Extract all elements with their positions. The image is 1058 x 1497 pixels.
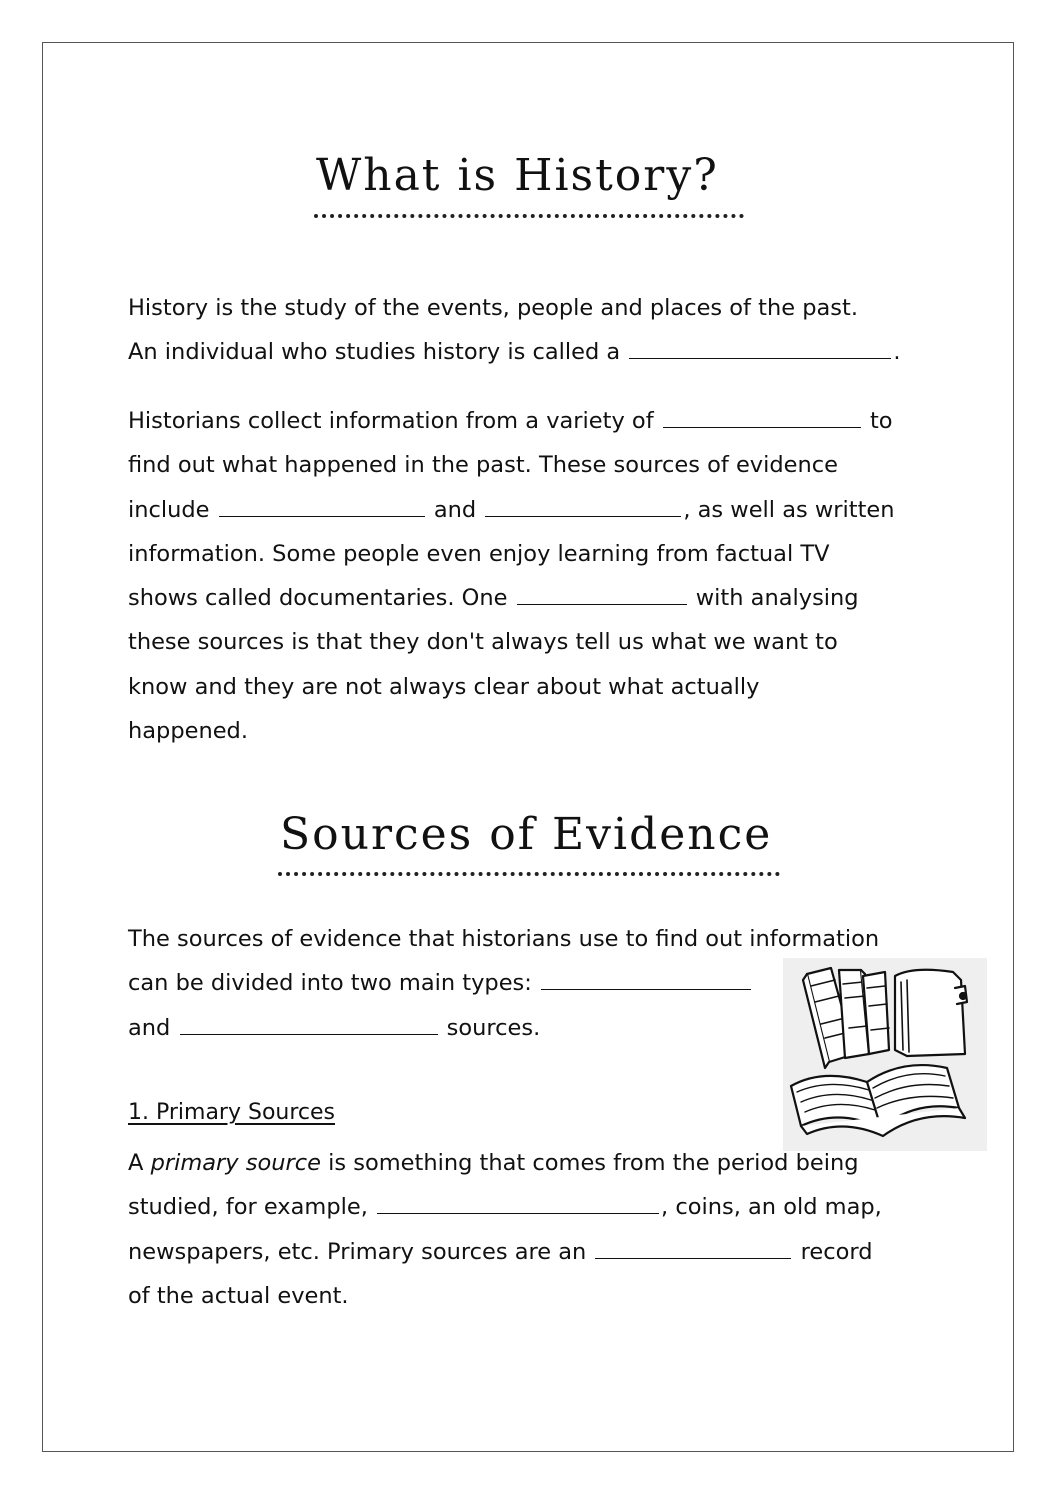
primary-paragraph bbox=[128, 1141, 948, 1318]
text-line: these sources is that they don't always tell us what we want to bbox=[128, 629, 838, 656]
answer-blank[interactable] bbox=[517, 582, 687, 605]
text-line: History is the study of the events, people and places of the past. bbox=[128, 295, 858, 321]
intro-paragraph bbox=[128, 286, 948, 375]
books-clipart-icon bbox=[783, 958, 987, 1151]
text-line: The sources of evidence that historians use to find out information bbox=[128, 926, 880, 952]
emphasis-term: primary source bbox=[150, 1150, 321, 1176]
answer-blank[interactable] bbox=[377, 1191, 659, 1214]
text-line: An individual who studies history is called a . bbox=[128, 330, 948, 374]
title-underline bbox=[314, 214, 744, 218]
text-line: include and , as well as written bbox=[128, 488, 948, 532]
text-line: happened. bbox=[128, 718, 248, 745]
answer-blank[interactable] bbox=[595, 1236, 791, 1259]
answer-blank[interactable] bbox=[219, 494, 425, 517]
page-title: What is History? bbox=[316, 150, 719, 201]
text-line: newspapers, etc. Primary sources are an record bbox=[128, 1230, 948, 1274]
text-line: A primary source is something that comes from the period being bbox=[128, 1150, 859, 1176]
primary-sources-heading: 1. Primary Sources bbox=[128, 1100, 336, 1125]
answer-blank[interactable] bbox=[541, 967, 751, 990]
section-title-sources: Sources of Evidence bbox=[280, 809, 773, 860]
answer-blank[interactable] bbox=[629, 336, 891, 359]
text-line: can be divided into two main types: bbox=[128, 961, 948, 1005]
text-line: studied, for example, , coins, an old map, bbox=[128, 1185, 948, 1229]
answer-blank[interactable] bbox=[663, 405, 861, 428]
text-line: find out what happened in the past. These sources of evidence bbox=[128, 452, 838, 479]
answer-blank[interactable] bbox=[180, 1012, 438, 1035]
text-line: of the actual event. bbox=[128, 1282, 349, 1309]
sources-paragraph bbox=[128, 399, 948, 753]
text-line: and sources. bbox=[128, 1006, 948, 1050]
text-line: shows called documentaries. One with analysing bbox=[128, 576, 948, 620]
text-line: information. Some people even enjoy learning from factual TV bbox=[128, 540, 830, 567]
answer-blank[interactable] bbox=[485, 494, 681, 517]
text-line: know and they are not always clear about what actually bbox=[128, 673, 760, 700]
section-title-underline bbox=[278, 872, 780, 876]
text-line: Historians collect information from a variety of to bbox=[128, 399, 948, 443]
